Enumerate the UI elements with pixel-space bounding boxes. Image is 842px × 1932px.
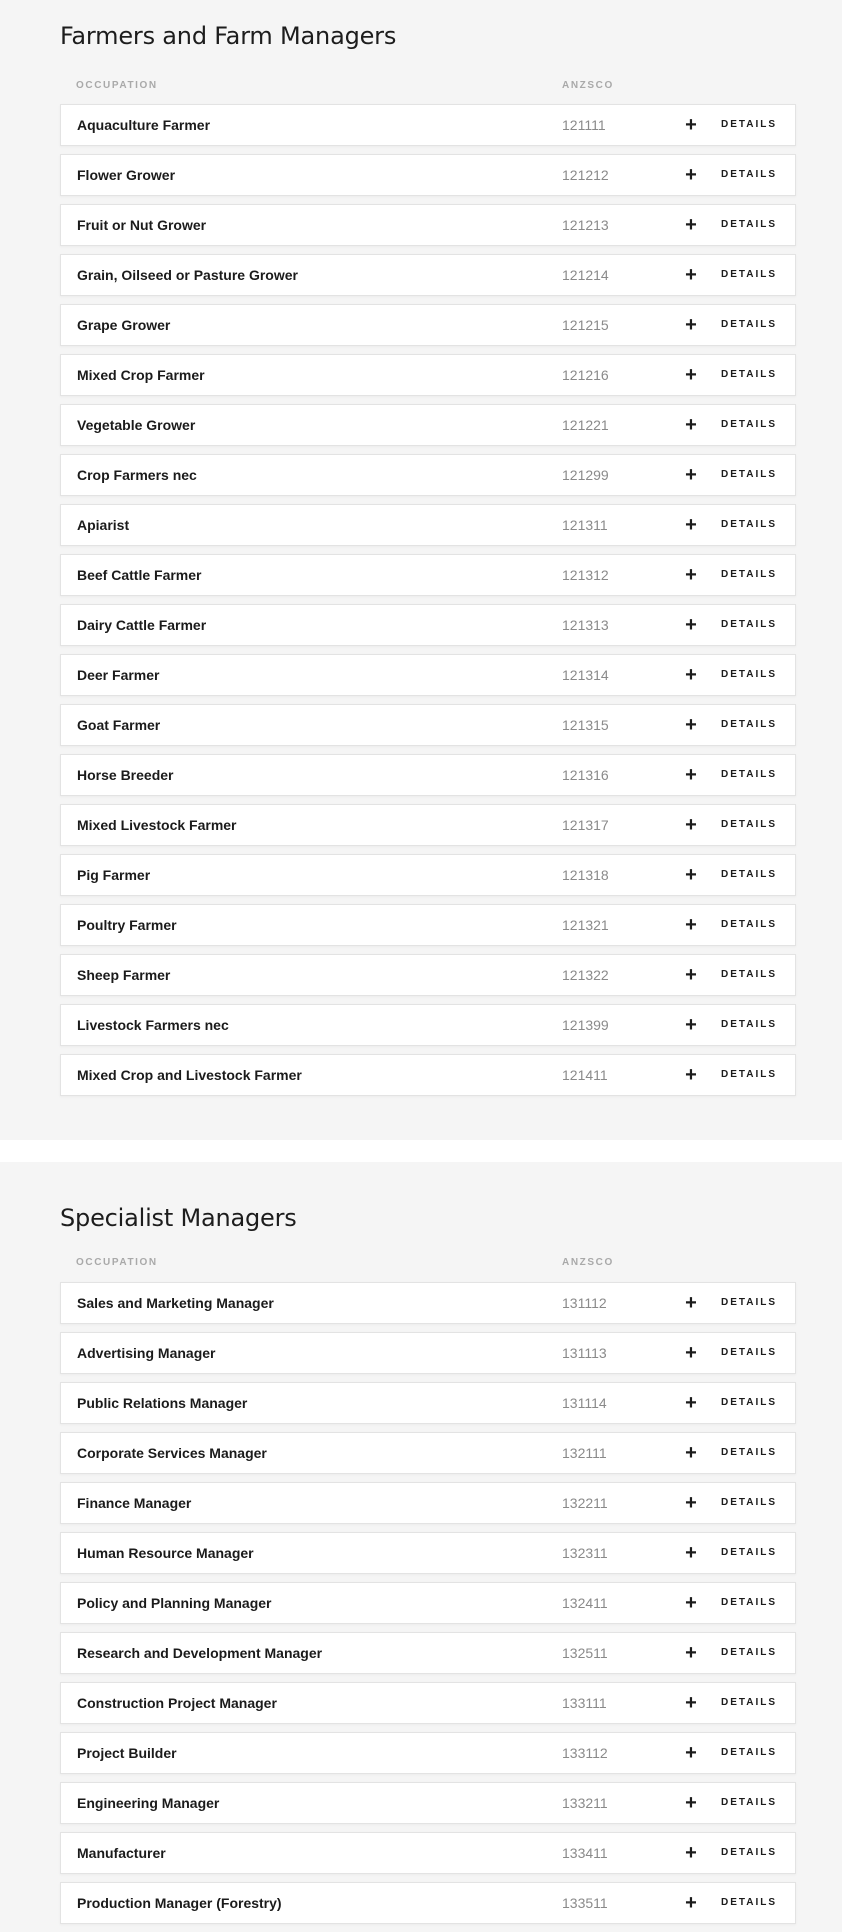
plus-icon[interactable]: + [685, 214, 697, 236]
occupation-name: Pig Farmer [77, 867, 151, 883]
occupation-row[interactable] [60, 354, 796, 396]
plus-icon[interactable]: + [685, 764, 697, 786]
occupation-name: Sheep Farmer [77, 967, 171, 983]
anzsco-code: 133111 [562, 1695, 607, 1711]
plus-icon[interactable]: + [685, 1542, 697, 1564]
section-title: Farmers and Farm Managers [60, 22, 397, 50]
details-button[interactable]: DETAILS [721, 1897, 778, 1908]
occupation-name: Goat Farmer [77, 717, 161, 733]
plus-icon[interactable]: + [685, 1792, 697, 1814]
occupation-row[interactable] [60, 1682, 796, 1724]
occupation-row[interactable] [60, 1004, 796, 1046]
details-button[interactable]: DETAILS [721, 1547, 778, 1558]
plus-icon[interactable]: + [685, 514, 697, 536]
occupation-row[interactable] [60, 754, 796, 796]
occupation-name: Beef Cattle Farmer [77, 567, 202, 583]
plus-icon[interactable]: + [685, 1892, 697, 1914]
occupation-row[interactable] [60, 554, 796, 596]
plus-icon[interactable]: + [685, 814, 697, 836]
occupation-row[interactable] [60, 1054, 796, 1096]
plus-icon[interactable]: + [685, 414, 697, 436]
details-button[interactable]: DETAILS [721, 1697, 778, 1708]
occupation-row[interactable] [60, 1432, 796, 1474]
anzsco-code: 121313 [562, 617, 609, 633]
plus-icon[interactable]: + [685, 164, 697, 186]
anzsco-code: 121221 [562, 417, 609, 433]
plus-icon[interactable]: + [685, 114, 697, 136]
occupation-name: Poultry Farmer [77, 917, 177, 933]
details-button[interactable]: DETAILS [721, 1797, 778, 1808]
anzsco-code: 121314 [562, 667, 609, 683]
occupation-name: Crop Farmers nec [77, 467, 197, 483]
details-button[interactable]: DETAILS [721, 1597, 778, 1608]
anzsco-code: 121215 [562, 317, 609, 333]
section-divider [0, 1140, 842, 1162]
plus-icon[interactable]: + [685, 1442, 697, 1464]
plus-icon[interactable]: + [685, 1492, 697, 1514]
occupation-name: Advertising Manager [77, 1345, 216, 1361]
details-button[interactable]: DETAILS [721, 919, 778, 930]
occupation-row[interactable] [60, 254, 796, 296]
details-button[interactable]: DETAILS [721, 769, 778, 780]
details-button[interactable]: DETAILS [721, 169, 778, 180]
details-button[interactable]: DETAILS [721, 719, 778, 730]
occupation-row[interactable] [60, 304, 796, 346]
details-button[interactable]: DETAILS [721, 319, 778, 330]
anzsco-code: 131113 [562, 1345, 607, 1361]
plus-icon[interactable]: + [685, 1292, 697, 1314]
anzsco-code: 121315 [562, 717, 609, 733]
occupation-list [60, 104, 796, 1104]
anzsco-code: 133411 [562, 1845, 608, 1861]
details-button[interactable]: DETAILS [721, 1447, 778, 1458]
occupation-name: Manufacturer [77, 1845, 166, 1861]
anzsco-code: 121321 [562, 917, 609, 933]
plus-icon[interactable]: + [685, 464, 697, 486]
occupation-row[interactable] [60, 204, 796, 246]
column-header-anzsco: ANZSCO [562, 1257, 614, 1268]
occupation-name: Flower Grower [77, 167, 176, 183]
anzsco-code: 121214 [562, 267, 609, 283]
column-header-occupation: OCCUPATION [76, 1257, 158, 1268]
anzsco-code: 121318 [562, 867, 609, 883]
occupation-name: Human Resource Manager [77, 1545, 254, 1561]
plus-icon[interactable]: + [685, 264, 697, 286]
occupation-row[interactable] [60, 1282, 796, 1324]
anzsco-code: 121299 [562, 467, 609, 483]
details-button[interactable]: DETAILS [721, 1747, 778, 1758]
occupation-name: Construction Project Manager [77, 1695, 277, 1711]
details-button[interactable]: DETAILS [721, 369, 778, 380]
details-button[interactable]: DETAILS [721, 569, 778, 580]
occupation-row[interactable] [60, 104, 796, 146]
occupation-row[interactable] [60, 854, 796, 896]
occupation-name: Apiarist [77, 517, 130, 533]
occupation-name: Public Relations Manager [77, 1395, 248, 1411]
plus-icon[interactable]: + [685, 1592, 697, 1614]
occupation-name: Policy and Planning Manager [77, 1595, 272, 1611]
details-button[interactable]: DETAILS [721, 219, 778, 230]
plus-icon[interactable]: + [685, 364, 697, 386]
section-specialist-managers [0, 1162, 842, 1922]
occupation-name: Grape Grower [77, 317, 171, 333]
details-button[interactable]: DETAILS [721, 619, 778, 630]
details-button[interactable]: DETAILS [721, 869, 778, 880]
anzsco-code: 121316 [562, 767, 609, 783]
occupation-name: Horse Breeder [77, 767, 174, 783]
details-button[interactable]: DETAILS [721, 1069, 778, 1080]
details-button[interactable]: DETAILS [721, 1347, 778, 1358]
details-button[interactable]: DETAILS [721, 669, 778, 680]
details-button[interactable]: DETAILS [721, 1647, 778, 1658]
details-button[interactable]: DETAILS [721, 519, 778, 530]
plus-icon[interactable]: + [685, 964, 697, 986]
anzsco-code: 132311 [562, 1545, 608, 1561]
anzsco-code: 133112 [562, 1745, 608, 1761]
details-button[interactable]: DETAILS [721, 1497, 778, 1508]
occupation-name: Vegetable Grower [77, 417, 196, 433]
occupation-row[interactable] [60, 1582, 796, 1624]
occupation-name: Research and Development Manager [77, 1645, 323, 1661]
details-button[interactable]: DETAILS [721, 119, 778, 130]
plus-icon[interactable]: + [685, 1842, 697, 1864]
anzsco-code: 132411 [562, 1595, 608, 1611]
occupation-row[interactable] [60, 1382, 796, 1424]
occupation-row[interactable] [60, 1532, 796, 1574]
plus-icon[interactable]: + [685, 564, 697, 586]
section-title: Specialist Managers [60, 1204, 297, 1232]
plus-icon[interactable]: + [685, 1392, 697, 1414]
occupation-name: Engineering Manager [77, 1795, 220, 1811]
occupation-name: Sales and Marketing Manager [77, 1295, 274, 1311]
details-button[interactable]: DETAILS [721, 469, 778, 480]
plus-icon[interactable]: + [685, 914, 697, 936]
occupation-name: Livestock Farmers nec [77, 1017, 229, 1033]
occupation-name: Mixed Crop Farmer [77, 367, 205, 383]
occupation-row[interactable] [60, 1732, 796, 1774]
anzsco-code: 121312 [562, 567, 609, 583]
anzsco-code: 121213 [562, 217, 609, 233]
occupation-row[interactable] [60, 1332, 796, 1374]
plus-icon[interactable]: + [685, 664, 697, 686]
plus-icon[interactable]: + [685, 314, 697, 336]
anzsco-code: 121111 [562, 117, 606, 133]
occupation-row[interactable] [60, 904, 796, 946]
plus-icon[interactable]: + [685, 614, 697, 636]
anzsco-code: 132111 [562, 1445, 607, 1461]
plus-icon[interactable]: + [685, 864, 697, 886]
anzsco-code: 131114 [562, 1395, 607, 1411]
occupation-row[interactable] [60, 954, 796, 996]
occupation-name: Aquaculture Farmer [77, 117, 211, 133]
column-header-anzsco: ANZSCO [562, 80, 614, 91]
anzsco-code: 121212 [562, 167, 609, 183]
plus-icon[interactable]: + [685, 1692, 697, 1714]
plus-icon[interactable]: + [685, 1342, 697, 1364]
column-header-occupation: OCCUPATION [76, 80, 158, 91]
anzsco-code: 133211 [562, 1795, 608, 1811]
occupation-row[interactable] [60, 1782, 796, 1824]
occupation-row[interactable] [60, 604, 796, 646]
occupation-row[interactable] [60, 404, 796, 446]
details-button[interactable]: DETAILS [721, 969, 778, 980]
details-button[interactable]: DETAILS [721, 1297, 778, 1308]
details-button[interactable]: DETAILS [721, 269, 778, 280]
details-button[interactable]: DETAILS [721, 1397, 778, 1408]
occupation-name: Finance Manager [77, 1495, 192, 1511]
anzsco-code: 132211 [562, 1495, 608, 1511]
plus-icon[interactable]: + [685, 1064, 697, 1086]
details-button[interactable]: DETAILS [721, 1847, 778, 1858]
plus-icon[interactable]: + [685, 714, 697, 736]
anzsco-code: 133511 [562, 1895, 608, 1911]
occupation-list [60, 1282, 796, 1932]
details-button[interactable]: DETAILS [721, 1019, 778, 1030]
occupation-row[interactable] [60, 1882, 796, 1924]
anzsco-code: 121399 [562, 1017, 609, 1033]
occupation-row[interactable] [60, 154, 796, 196]
occupation-row[interactable] [60, 654, 796, 696]
anzsco-code: 121311 [562, 517, 608, 533]
occupation-row[interactable] [60, 1632, 796, 1674]
anzsco-code: 121411 [562, 1067, 608, 1083]
anzsco-code: 121317 [562, 817, 609, 833]
occupation-name: Mixed Crop and Livestock Farmer [77, 1067, 302, 1083]
occupation-name: Deer Farmer [77, 667, 160, 683]
occupation-row[interactable] [60, 804, 796, 846]
occupation-row[interactable] [60, 504, 796, 546]
occupation-row[interactable] [60, 1832, 796, 1874]
occupation-name: Grain, Oilseed or Pasture Grower [77, 267, 298, 283]
occupation-name: Corporate Services Manager [77, 1445, 267, 1461]
plus-icon[interactable]: + [685, 1014, 697, 1036]
occupation-row[interactable] [60, 1482, 796, 1524]
occupation-name: Mixed Livestock Farmer [77, 817, 237, 833]
occupation-row[interactable] [60, 454, 796, 496]
details-button[interactable]: DETAILS [721, 419, 778, 430]
anzsco-code: 132511 [562, 1645, 608, 1661]
occupation-name: Fruit or Nut Grower [77, 217, 207, 233]
anzsco-code: 121216 [562, 367, 609, 383]
occupation-name: Dairy Cattle Farmer [77, 617, 207, 633]
anzsco-code: 131112 [562, 1295, 607, 1311]
occupation-name: Project Builder [77, 1745, 177, 1761]
occupation-row[interactable] [60, 704, 796, 746]
details-button[interactable]: DETAILS [721, 819, 778, 830]
anzsco-code: 121322 [562, 967, 609, 983]
plus-icon[interactable]: + [685, 1742, 697, 1764]
occupation-name: Production Manager (Forestry) [77, 1895, 282, 1911]
plus-icon[interactable]: + [685, 1642, 697, 1664]
